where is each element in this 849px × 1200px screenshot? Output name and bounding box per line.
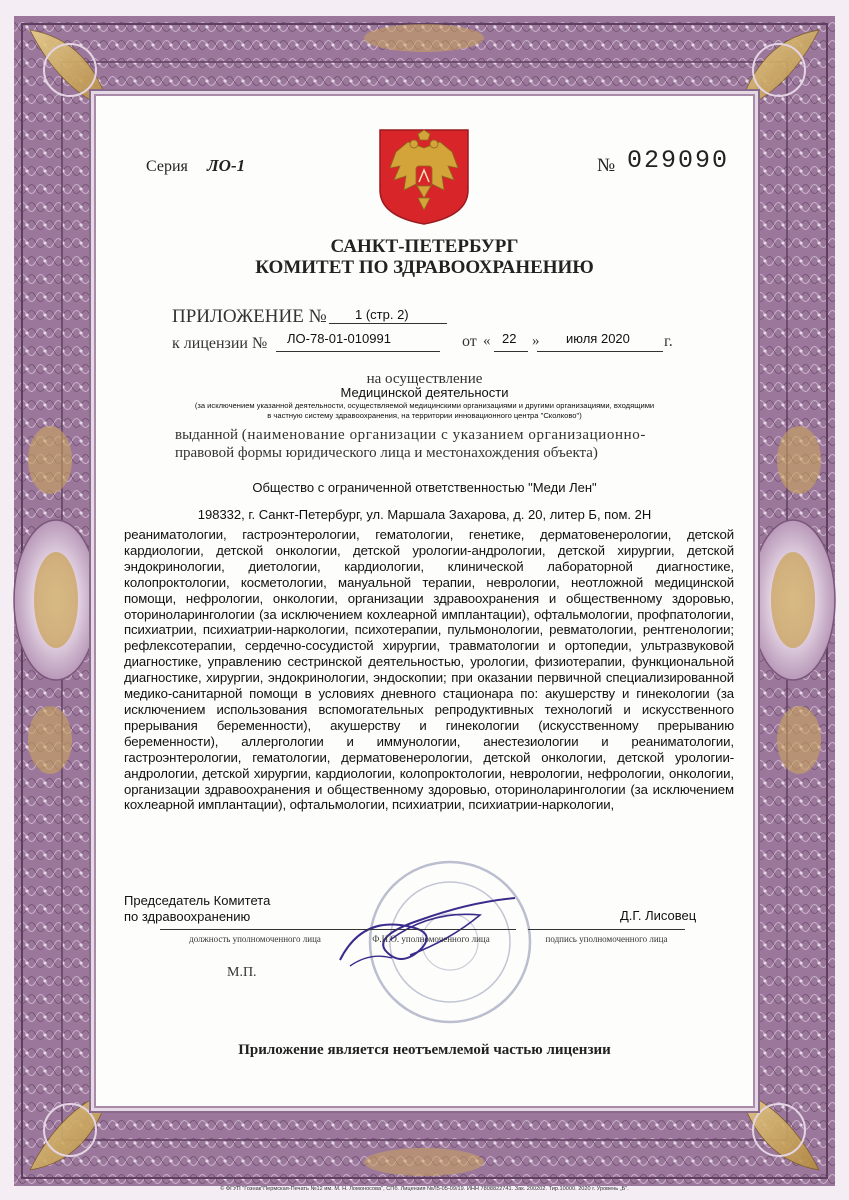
issued-description-line1: (наименование организации с указанием организационно-: [241, 427, 646, 443]
license-year-suffix: г.: [664, 333, 673, 350]
quote-open: «: [483, 333, 491, 349]
quote-close: »: [532, 333, 540, 349]
footer-statement: Приложение является неотъемлемой частью лицензии: [238, 1042, 611, 1058]
license-label: к лицензии №: [172, 335, 268, 352]
handwritten-signature-icon: [330, 880, 530, 975]
appendix-label: ПРИЛОЖЕНИЕ №: [172, 306, 327, 327]
license-from-label: от: [462, 333, 477, 350]
license-day: 22: [502, 331, 517, 346]
caption-signature: подпись уполномоченного лица: [545, 934, 668, 944]
appendix-value: 1 (стр. 2): [355, 307, 409, 322]
signer-position-line2: по здравоохранению: [124, 909, 251, 924]
russian-coat-of-arms-icon: [378, 128, 470, 226]
number-value: 029090: [627, 146, 730, 175]
number-label: №: [597, 155, 616, 176]
activity-label: на осуществление: [366, 371, 483, 387]
organization-name: Общество с ограниченной ответственностью "Меди Лен": [252, 480, 597, 495]
activity-note-line2: в частную систему здравоохранения, на территории инновационного центра "Сколково"): [267, 411, 582, 420]
series-value: ЛО-1: [207, 156, 246, 175]
issued-block: [175, 426, 695, 462]
title-committee: КОМИТЕТ ПО ЗДРАВООХРАНЕНИЮ: [255, 257, 594, 278]
license-month-year: июля 2020: [566, 331, 630, 346]
license-number: ЛО-78-01-010991: [287, 331, 391, 346]
signer-position-line1: Председатель Комитета: [124, 893, 271, 908]
stamp-place-label: М.П.: [227, 965, 257, 980]
organization-address: 198332, г. Санкт-Петербург, ул. Маршала Захарова, д. 20, литер Б, пом. 2Н: [197, 507, 652, 522]
caption-position: должность уполномоченного лица: [189, 934, 321, 944]
signer-name: Д.Г. Лисовец: [620, 908, 697, 923]
printer-info: © ФГУП "Гознак"Пермская-Печать №12 им. М. Н. Ломоносова", СПб. Лицензия №Л5-05-09/19. ИНН 7808822741. Зак. 200202. Тир.10000. 2020 г. Уровень „Б".: [220, 1186, 629, 1192]
issued-description-line2: правовой формы юридического лица и местонахождения объекта): [175, 445, 598, 461]
series-label: Серия: [146, 158, 188, 175]
activity-name: Медицинской деятельности: [340, 385, 509, 400]
services-list: реаниматологии, гастроэнтерологии, гематологии, генетике, дерматовенерологии, детской кардиологии, детской онкологии, детской урологии-андрологии, детской хирургии, детской эндокринологии, диетологии, кардиологии, клинической лабораторной диагностике, колопроктологии, косметологии, мануальной терапии, неврологии, неотложной медицинской помощи, нефрологии, онкологии, организации здравоохранения и общественному здоровью, оториноларингологии (за исключением кохлеарной имплантации), офтальмологии, профпатологии, психиатрии, психиатрии-наркологии, психотерапии, пульмонологии, ревматологии, рентгенологии; рефлексотерапии, сердечно-сосудистой хирургии, травматологии и ортопедии, ультразвуковой диагностике, управлению сестринской деятельностью, урологии, физиотерапии, функциональной диагностике, хирургии, эндокринологии, эндоскопии; при оказании первичной специализированной медико-санитарной помощи в условиях дневного стационара по: акушерству и гинекологии (за исключением использования вспомогательных репродуктивных технологий и искусственного прерывания беременности), акушерству и гинекологии (искусственному прерыванию беременности), аллергологии и иммунологии, анестезиологии и реаниматологии, гастроэнтерологии, гематологии, дерматовенерологии, детской онкологии, детской урологии-андрологии, детской хирургии, кардиологии, колопроктологии, неврологии, нефрологии, онкологии, организации здравоохранения и общественному здоровью, оториноларингологии (за исключением кохлеарной имплантации), офтальмологии, психиатрии, психиатрии-наркологии,: [124, 527, 734, 813]
activity-note-line1: (за исключением указанной деятельности, осуществляемой медицинскими организациями и другими организациями, входящими: [194, 401, 655, 410]
title-city: САНКТ-ПЕТЕРБУРГ: [330, 236, 519, 257]
issued-label: выданной: [175, 427, 239, 443]
caption-fio: Ф.И.О. уполномоченного лица: [372, 934, 490, 944]
